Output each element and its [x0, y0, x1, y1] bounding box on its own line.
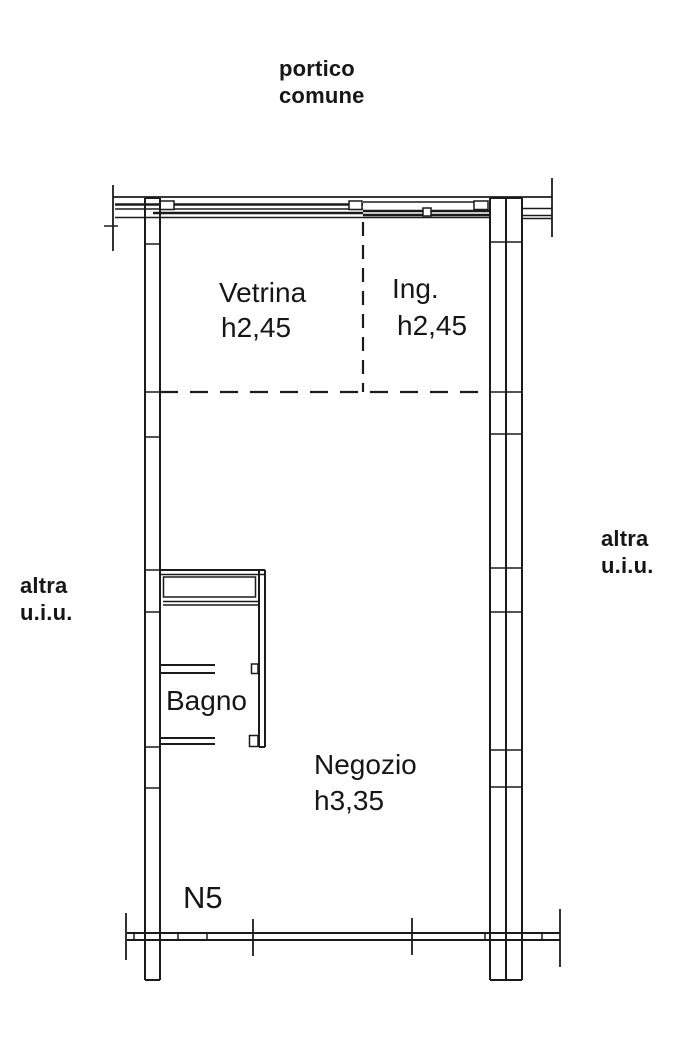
- portico-label-line2: comune: [279, 83, 365, 108]
- adjacent-unit-label-left: [20, 572, 73, 626]
- adjacent-unit-label-right: [601, 525, 654, 579]
- bottom-wall: [126, 909, 560, 967]
- portico-comune-label: [279, 55, 365, 109]
- adjacent-left-line2: u.i.u.: [20, 600, 73, 625]
- room-label-vetrina: Vetrina: [219, 277, 307, 308]
- room-label-bagno: Bagno: [166, 685, 247, 716]
- adjacent-right-line1: altra: [601, 526, 649, 551]
- right-wall: [490, 198, 522, 980]
- room-height-vetrina: h2,45: [221, 312, 292, 343]
- adjacent-right-line2: u.i.u.: [601, 553, 654, 578]
- entrance-door: [363, 201, 552, 219]
- adjacent-left-line1: altra: [20, 573, 68, 598]
- room-height-ingresso: h2,45: [397, 310, 468, 341]
- room-label-negozio: Negozio: [314, 749, 417, 780]
- unit-number-label: N5: [183, 880, 223, 915]
- portico-label-line1: portico: [279, 56, 355, 81]
- room-label-ingresso: Ing.: [392, 273, 439, 304]
- room-height-negozio: h3,35: [314, 785, 385, 816]
- bagno-walls: [160, 570, 265, 747]
- left-wall: [145, 198, 160, 980]
- dashed-partition-lines: [160, 222, 483, 392]
